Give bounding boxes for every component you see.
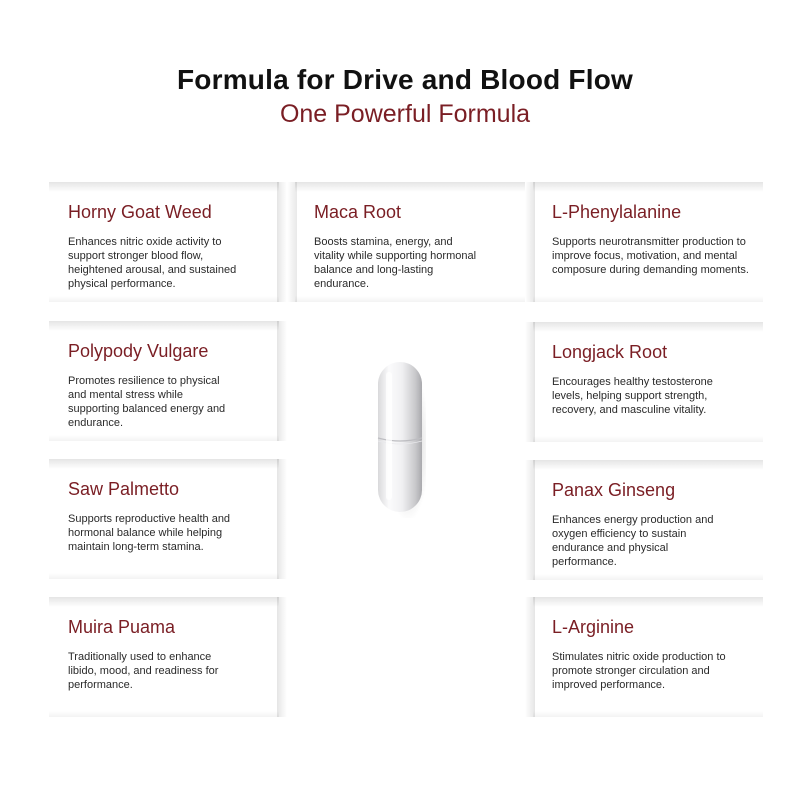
ingredient-description: Encourages healthy testosterone levels, helping support strength, recovery, and masculine vitality. [552,376,713,416]
ingredient-description: Traditionally used to enhance libido, mood, and readiness for performance. [68,651,219,691]
ingredient-card-saw-palmetto [49,459,279,579]
ingredient-description: Stimulates nitric oxide production to promote stronger circulation and improved performance. [552,651,726,691]
ingredient-description: Boosts stamina, energy, and vitality while supporting hormonal balance and long-lasting endurance. [314,236,477,290]
ingredient-name: Polypody Vulgare [68,341,209,361]
page-subtitle: One Powerful Formula [279,100,531,128]
ingredient-name: Horny Goat Weed [68,202,212,222]
capsule-image [374,358,426,518]
ingredient-description: Enhances nitric oxide activity to support stronger blood flow, heightened arousal, and sustained physical performance. [68,236,237,290]
ingredient-description: Promotes resilience to physical and mental stress while supporting balanced energy and endurance. [68,375,226,429]
ingredient-card-l-phenylalanine [533,182,763,302]
ingredient-description: Enhances energy production and oxygen efficiency to sustain endurance and physical performance. [552,514,714,568]
ingredient-card-muira-puama [49,597,279,717]
ingredient-card-longjack-root [533,322,763,442]
ingredient-description: Supports reproductive health and hormonal balance while helping maintain long-term stamina. [68,513,231,553]
ingredient-name: Longjack Root [552,342,668,362]
ingredient-name: Muira Puama [68,617,176,637]
ingredient-name: Maca Root [314,202,402,222]
ingredient-description: Supports neurotransmitter production to improve focus, motivation, and mental composure during demanding moments. [552,236,749,276]
ingredient-name: L-Phenylalanine [552,202,682,222]
ingredient-card-l-arginine [533,597,763,717]
page-title: Formula for Drive and Blood Flow [177,64,633,95]
ingredient-card-polypody-vulgare [49,321,279,441]
ingredient-name: L-Arginine [552,617,635,637]
ingredient-name: Saw Palmetto [68,479,180,499]
ingredient-card-maca-root [295,182,525,302]
ingredient-card-panax-ginseng [533,460,763,580]
ingredient-card-horny-goat-weed [49,182,279,302]
ingredient-name: Panax Ginseng [552,480,676,500]
